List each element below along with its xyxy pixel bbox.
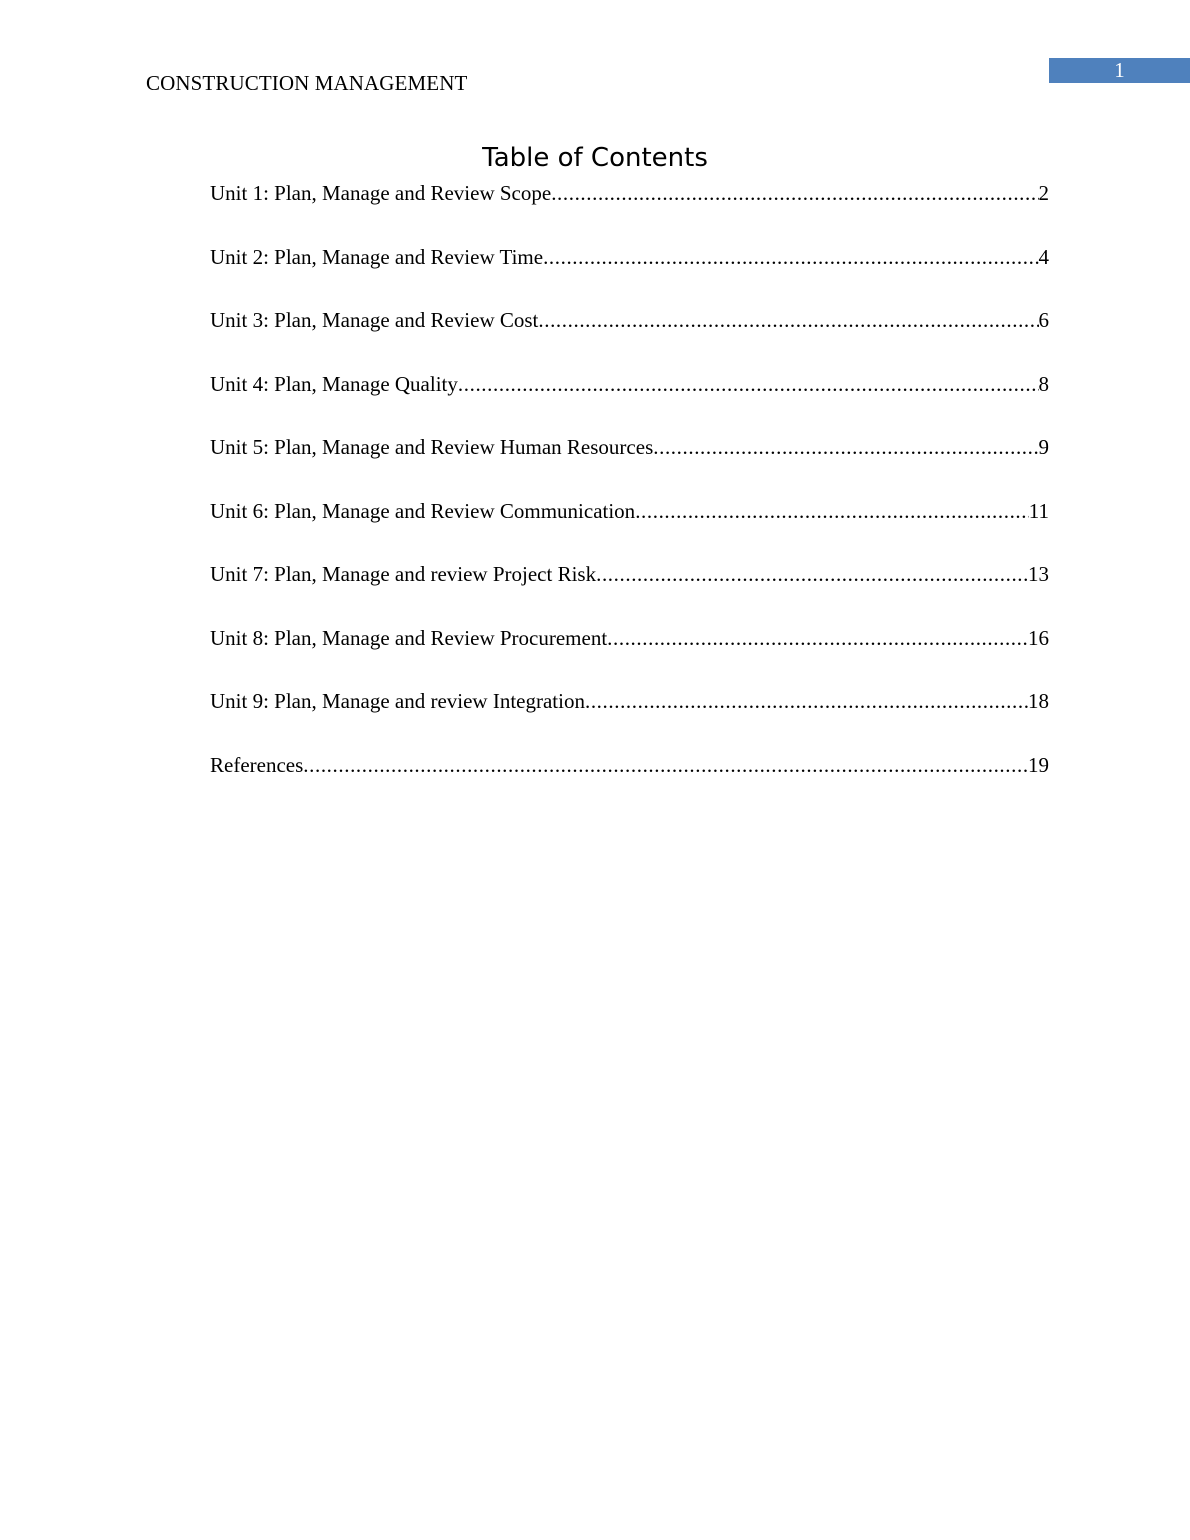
toc-dot-leader [635,497,1029,525]
toc-heading: Table of Contents [482,143,708,173]
toc-entry-title: Unit 1: Plan, Manage and Review Scope [210,181,552,205]
toc-dot-leader [585,687,1028,715]
toc-entry-page: 13 [1028,562,1049,586]
page-number-tab [1049,58,1190,83]
toc-entry-page: 16 [1028,625,1049,650]
toc-entry-unit-8[interactable] [210,624,1049,688]
toc-entry-page: 4 [1038,244,1049,269]
toc-entry-title: Unit 8: Plan, Manage and Review Procurement [210,625,608,650]
toc-entry-page: 9 [1038,435,1049,459]
toc-dot-leader [653,433,1038,461]
running-head: CONSTRUCTION MANAGEMENT [146,71,468,95]
toc-entry-unit-5[interactable] [210,433,1049,497]
toc-entry-unit-3[interactable] [210,306,1049,370]
toc-entry-unit-6[interactable] [210,497,1049,561]
toc-entry-unit-4[interactable] [210,370,1049,434]
toc-dot-leader [543,243,1038,271]
toc-entry-page: 19 [1028,752,1049,777]
toc-dot-leader [596,560,1028,588]
toc-entry-title: Unit 2: Plan, Manage and Review Time [210,244,544,269]
toc-entry-references[interactable] [210,751,1049,815]
toc-dot-leader [538,306,1038,334]
toc-entry-page: 6 [1038,308,1049,332]
toc-entry-unit-2[interactable] [210,243,1049,307]
toc-entry-title: References [210,752,304,777]
toc-entry-title: Unit 7: Plan, Manage and review Project Risk [210,562,597,586]
toc-entry-title: Unit 5: Plan, Manage and Review Human Resources [210,435,654,459]
toc-entry-unit-1[interactable] [210,179,1049,243]
toc-dot-leader [607,624,1028,652]
toc-entry-title: Unit 9: Plan, Manage and review Integration [210,689,585,713]
toc-entry-unit-7[interactable] [210,560,1049,624]
toc-entry-unit-9[interactable] [210,687,1049,751]
toc-dot-leader [458,370,1039,398]
toc-entry-title: Unit 6: Plan, Manage and Review Communication [210,498,636,523]
toc-entry-title: Unit 4: Plan, Manage Quality [210,371,458,396]
table-of-contents [210,179,1049,814]
toc-dot-leader [551,179,1038,207]
toc-entry-title: Unit 3: Plan, Manage and Review Cost [210,308,539,332]
toc-entry-page: 8 [1038,371,1049,396]
toc-entry-page: 2 [1038,181,1049,205]
toc-entry-page: 18 [1028,689,1049,713]
page-number: 1 [1114,58,1125,82]
toc-entry-page: 11 [1028,498,1049,523]
toc-dot-leader [303,751,1028,779]
